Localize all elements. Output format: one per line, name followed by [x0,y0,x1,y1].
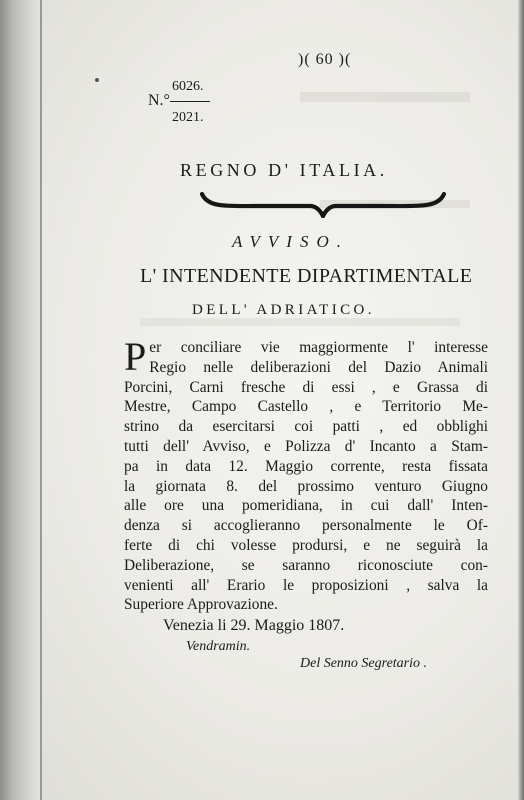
body-line: denza si accoglieranno personalmente le Of- [124,517,488,535]
body-line: Mestre, Campo Castello , e Territorio Me- [124,398,488,416]
signature-secretary: Del Senno Segretario . [300,656,428,671]
body-line: Regio nelle deliberazioni del Dazio Animali [149,358,488,376]
show-through-bleed [300,92,470,102]
notice-number-top: 6026. [172,79,204,94]
notice-number-label: N.° [148,92,170,109]
show-through-bleed [140,318,460,326]
notice-number-rule [170,101,210,102]
body-line: strino da esercitarsi coi patti , ed obblighi [124,418,488,436]
notice-body [124,334,488,615]
notice-number-bottom: 2021. [172,110,204,125]
avviso-heading: AVVISO. [232,232,349,251]
date-line: Venezia li 29. Maggio 1807. [163,617,345,634]
body-line: Deliberazione, se saranno riconosciute con- [124,556,488,574]
drop-cap: P [124,334,147,379]
body-line: ferte di chi volesse prodursi, e ne seguirà la [124,536,488,554]
body-line: la giornata 8. del prossimo venturo Giugno [124,477,488,495]
paper-hole [95,78,99,82]
intendente-heading: L' INTENDENTE DIPARTIMENTALE [140,265,473,287]
body-line: pa in data 12. Maggio corrente, resta fissata [124,457,488,475]
body-line: venienti all' Erario le proposizioni , salva la [124,576,488,594]
body-line: Porcini, Carni fresche di essi , e Grassa di [124,378,488,396]
page-left-margin [0,0,42,800]
page-fold [40,0,42,800]
body-line: er conciliare vie maggiormente l' interesse [149,339,488,356]
decorative-brace [198,190,448,218]
page-number: )( 60 )( [298,51,352,68]
body-line: alle ore una pomeridiana, in cui dall' Inten- [124,497,488,515]
body-line: Superiore Approvazione. [124,596,278,614]
adriatico-heading: DELL' ADRIATICO. [192,302,375,318]
page-right-edge [518,0,524,800]
signature-vendramin: Vendramin. [186,639,251,654]
body-line: tutti dell' Avviso, e Polizza d' Incanto a Stam- [124,437,488,455]
kingdom-heading: REGNO D' ITALIA. [180,160,388,180]
